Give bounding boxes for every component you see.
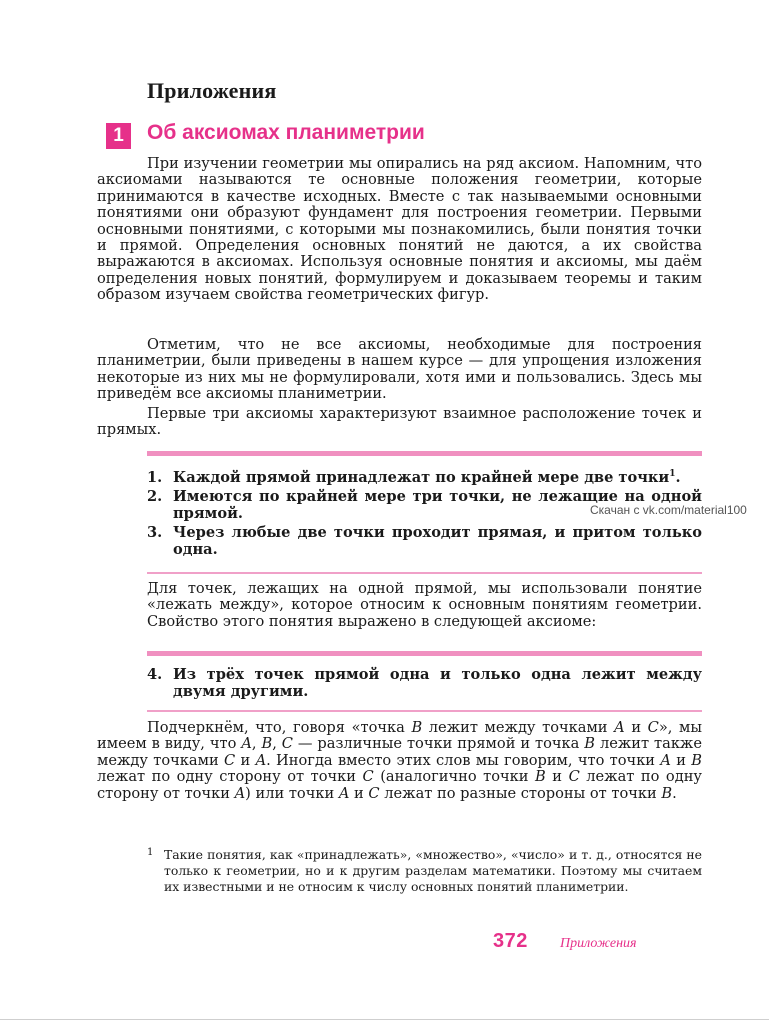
footnote-text: Такие понятия, как «принадлежать», «множество», «число» и т. д., относятся не только к геометрии, но и к другим разделам математики. Поэтому мы считаем их известными и не относим к числу основных понятий планиметрии. <box>164 847 702 895</box>
axiom-item: 1. Каждой прямой принадлежат по крайней мере две точки$^1$. <box>147 469 681 486</box>
page-number: 372 <box>493 930 528 952</box>
axiom-item: 3. Через любые две точки проходит прямая, и притом только одна. <box>147 524 702 558</box>
footnote <box>147 847 702 896</box>
footnote-mark: 1 <box>147 847 154 858</box>
running-head: Приложения <box>560 936 637 951</box>
paragraph-note: Отметим, что не все аксиомы, необходимые для построения планиметрии, были приведены в нашем курсе — для упрощения изложения некоторые из них мы не формулировали, хотя ими и пользовались. Здесь мы приведём все аксиомы планиметрии. <box>97 336 702 403</box>
axiom-list-4 <box>147 666 702 702</box>
paragraph-emphasis: Подчеркнём, что, говоря «точка B лежит между точками A и C», мы имеем в виду, что A, B, C — различные точки прямой и точка B лежит также между точками C и A. Иногда вместо этих слов мы говорим, что точки A и B лежат по одну сторону от точки C (аналогично точки B и C лежат по одну сторону от точки A) или точки A и C лежат по разные стороны от точки B. <box>97 719 703 802</box>
axiom-item: 4. Из трёх точек прямой одна и только одна лежит между двумя другими. <box>147 666 702 700</box>
chapter-title: Об аксиомах планиметрии <box>147 121 425 144</box>
section-title: Приложения <box>147 78 277 103</box>
watermark: Скачан с vk.com/material100 <box>590 503 747 517</box>
axiom-box-bottom-line <box>147 572 702 574</box>
axiom-box-top-bar <box>147 451 702 456</box>
page-edge <box>0 1019 769 1020</box>
chapter-number-badge: 1 <box>106 123 131 149</box>
axiom-item: 2. Имеются по крайней мере три точки, не лежащие на одной прямой. <box>147 488 702 522</box>
paragraph-between-concept: Для точек, лежащих на одной прямой, мы использовали понятие «лежать между», которое относим к основным понятиям геометрии. Свойство этого понятия выражено в следующей аксиоме: <box>147 580 702 630</box>
paragraph-first-axioms: Первые три аксиомы характеризуют взаимное расположение точек и прямых. <box>97 405 702 439</box>
footnote-ref: 1 <box>669 469 676 480</box>
axiom4-box-top-bar <box>147 651 702 656</box>
paragraph-intro: При изучении геометрии мы опирались на ряд аксиом. Напомним, что аксиомами называются те основные положения геометрии, которые принимаются в качестве исходных. Вместе с так называемыми основными понятиями они образуют фундамент для построения геометрии. Первыми основными понятиями, с которыми мы познакомились, были понятия точки и прямой. Определения основных понятий не даются, а их свойства выражаются в аксиомах. Используя основные понятия и аксиомы, мы даём определения новых понятий, формулируем и доказываем теоремы и таким образом изучаем свойства геометрических фигур. <box>97 155 702 304</box>
axiom4-box-bottom-line <box>147 710 702 712</box>
